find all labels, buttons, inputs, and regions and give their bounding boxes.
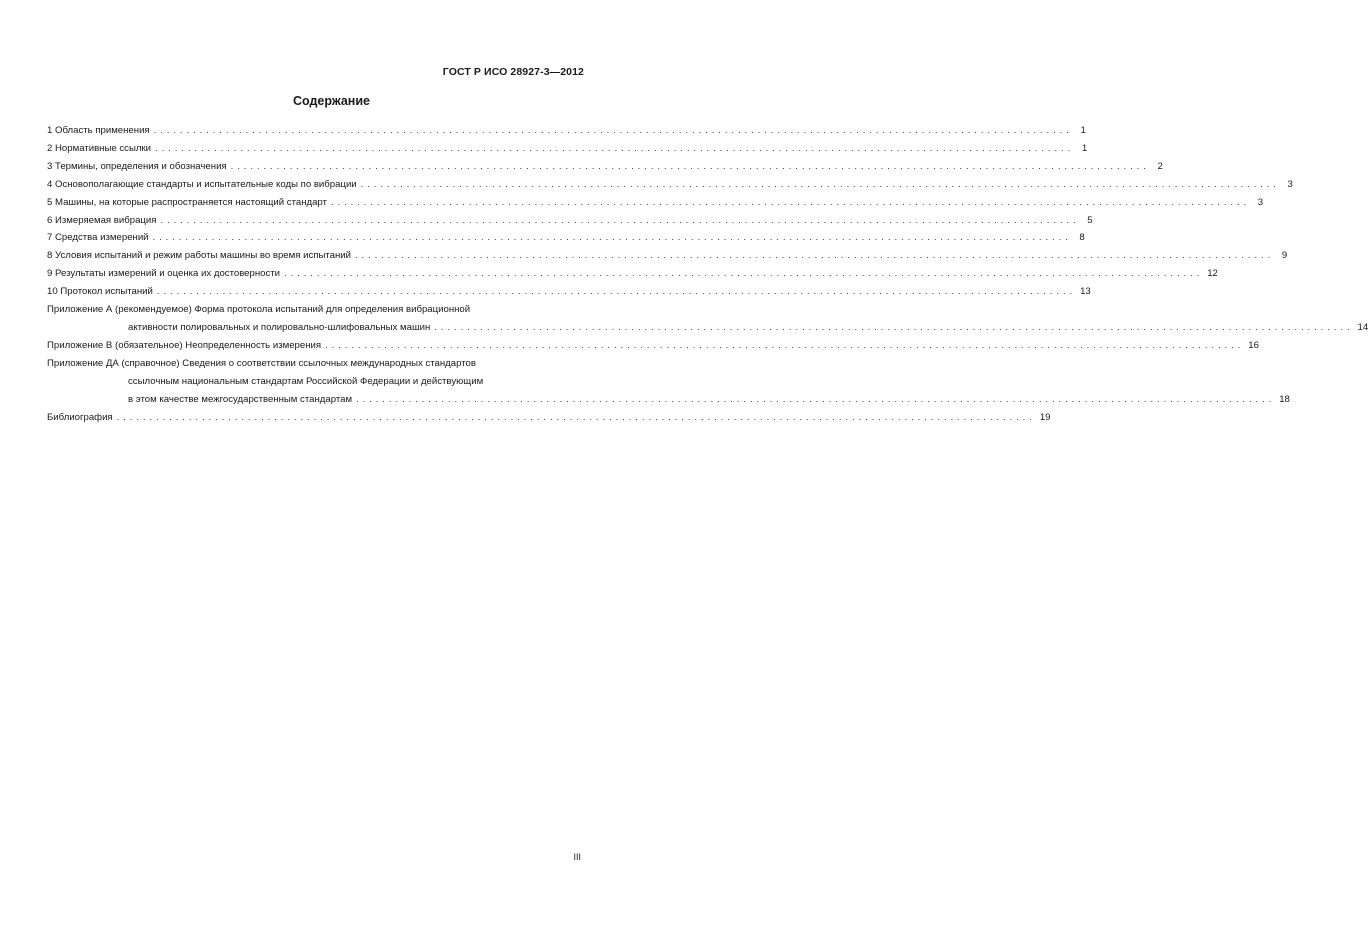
appendix-b-page: 16 — [1248, 339, 1259, 351]
toc-entry-label: 6 Измеряемая вибрация — [47, 214, 157, 226]
toc-entry-page: 5 — [1087, 214, 1093, 226]
toc-entry-page: 1 — [1081, 142, 1088, 154]
toc-entry[interactable] — [47, 140, 1088, 158]
toc-entry-label: 2 Нормативные ссылки — [47, 142, 152, 154]
table-of-contents — [47, 122, 1368, 426]
toc-entry-label: 3 Термины, определения и обозначения — [47, 160, 227, 172]
appendix-a-label: Приложение А (рекомендуемое) Форма протокола испытаний для определения вибрационной — [47, 304, 471, 316]
document-code: ГОСТ Р ИСО 28927-3—2012 — [442, 66, 584, 78]
leader-dots: ............................................................................................................................................ — [325, 339, 1245, 351]
leader-dots: ............................................................................................................................................ — [116, 411, 1036, 423]
page-number: III — [573, 852, 581, 862]
bibliography-page: 19 — [1039, 411, 1051, 423]
page-title: Содержание — [292, 94, 370, 108]
appendix-da-label: Приложение ДА (справочное) Сведения о соответствии ссылочных международных стандартов — [47, 357, 476, 369]
toc-entry-page: 2 — [1157, 160, 1163, 172]
toc-entry[interactable] — [47, 283, 1091, 301]
toc-entry-page: 3 — [1257, 196, 1264, 208]
leader-dots: ............................................................................................................................................ — [354, 250, 1275, 262]
toc-entry-page: 1 — [1080, 125, 1086, 136]
leader-dots: ............................................................................................................................................ — [156, 286, 1077, 298]
appendix-b-label: Приложение В (обязательное) Неопределенность измерения — [47, 339, 322, 351]
toc-entry[interactable] — [47, 265, 1218, 283]
appendix-a-entry[interactable] — [47, 319, 1368, 337]
toc-entry[interactable] — [47, 176, 1293, 194]
appendix-da-entry[interactable] — [47, 391, 1290, 409]
toc-entry-label: 5 Машины, на которые распространяется настоящий стандарт — [47, 196, 327, 208]
leader-dots: ............................................................................................................................................ — [153, 125, 1073, 136]
leader-dots: ............................................................................................................................................ — [160, 214, 1080, 226]
appendix-da-label-end: в этом качестве межгосударственным стандартам — [128, 393, 353, 405]
toc-entry[interactable] — [47, 212, 1093, 230]
toc-entry-label: 4 Основополагающие стандарты и испытательные коды по вибрации — [47, 178, 357, 190]
bibliography-label: Библиография — [47, 411, 113, 423]
leader-dots: ............................................................................................................................................ — [434, 321, 1354, 333]
leader-dots: ............................................................................................................................................ — [356, 393, 1276, 405]
appendix-da-line — [47, 373, 583, 391]
leader-dots: ............................................................................................................................................ — [284, 268, 1204, 280]
toc-entry-page: 9 — [1281, 250, 1288, 262]
toc-entry-page: 13 — [1080, 286, 1091, 298]
toc-entry-label: 1 Область применения — [47, 125, 150, 136]
leader-dots: ............................................................................................................................................ — [152, 232, 1072, 244]
appendix-da-label-cont: ссылочным национальным стандартам Российской Федерации и действующим — [128, 375, 484, 387]
toc-entry-label: 9 Результаты измерений и оценка их достоверности — [47, 268, 281, 280]
toc-entry-page: 8 — [1079, 232, 1085, 244]
appendix-b-entry[interactable] — [47, 337, 1259, 355]
toc-entry-page: 12 — [1207, 268, 1218, 280]
appendix-a-heading[interactable] — [47, 301, 583, 319]
toc-entry[interactable] — [47, 229, 1085, 247]
toc-entry[interactable] — [47, 122, 1086, 140]
toc-entry[interactable] — [47, 158, 1163, 176]
appendix-da-page: 18 — [1279, 393, 1290, 405]
toc-entry-label: 8 Условия испытаний и режим работы машины во время испытаний — [47, 250, 351, 262]
toc-entry[interactable] — [47, 247, 1288, 265]
appendix-da-heading[interactable] — [47, 355, 583, 373]
toc-entry-page: 3 — [1287, 178, 1293, 190]
leader-dots: ............................................................................................................................................ — [360, 178, 1280, 190]
appendix-a-label-cont: активности полировальных и полировально-шлифовальных машин — [128, 321, 431, 333]
toc-entry-label: 10 Протокол испытаний — [47, 286, 153, 298]
toc-entry[interactable] — [47, 194, 1264, 212]
appendix-a-page: 14 — [1357, 321, 1368, 333]
leader-dots: ............................................................................................................................................ — [330, 196, 1251, 208]
leader-dots: ............................................................................................................................................ — [155, 142, 1075, 154]
bibliography-entry[interactable] — [47, 409, 1051, 427]
leader-dots: ............................................................................................................................................ — [230, 160, 1150, 172]
toc-entry-label: 7 Средства измерений — [47, 232, 149, 244]
